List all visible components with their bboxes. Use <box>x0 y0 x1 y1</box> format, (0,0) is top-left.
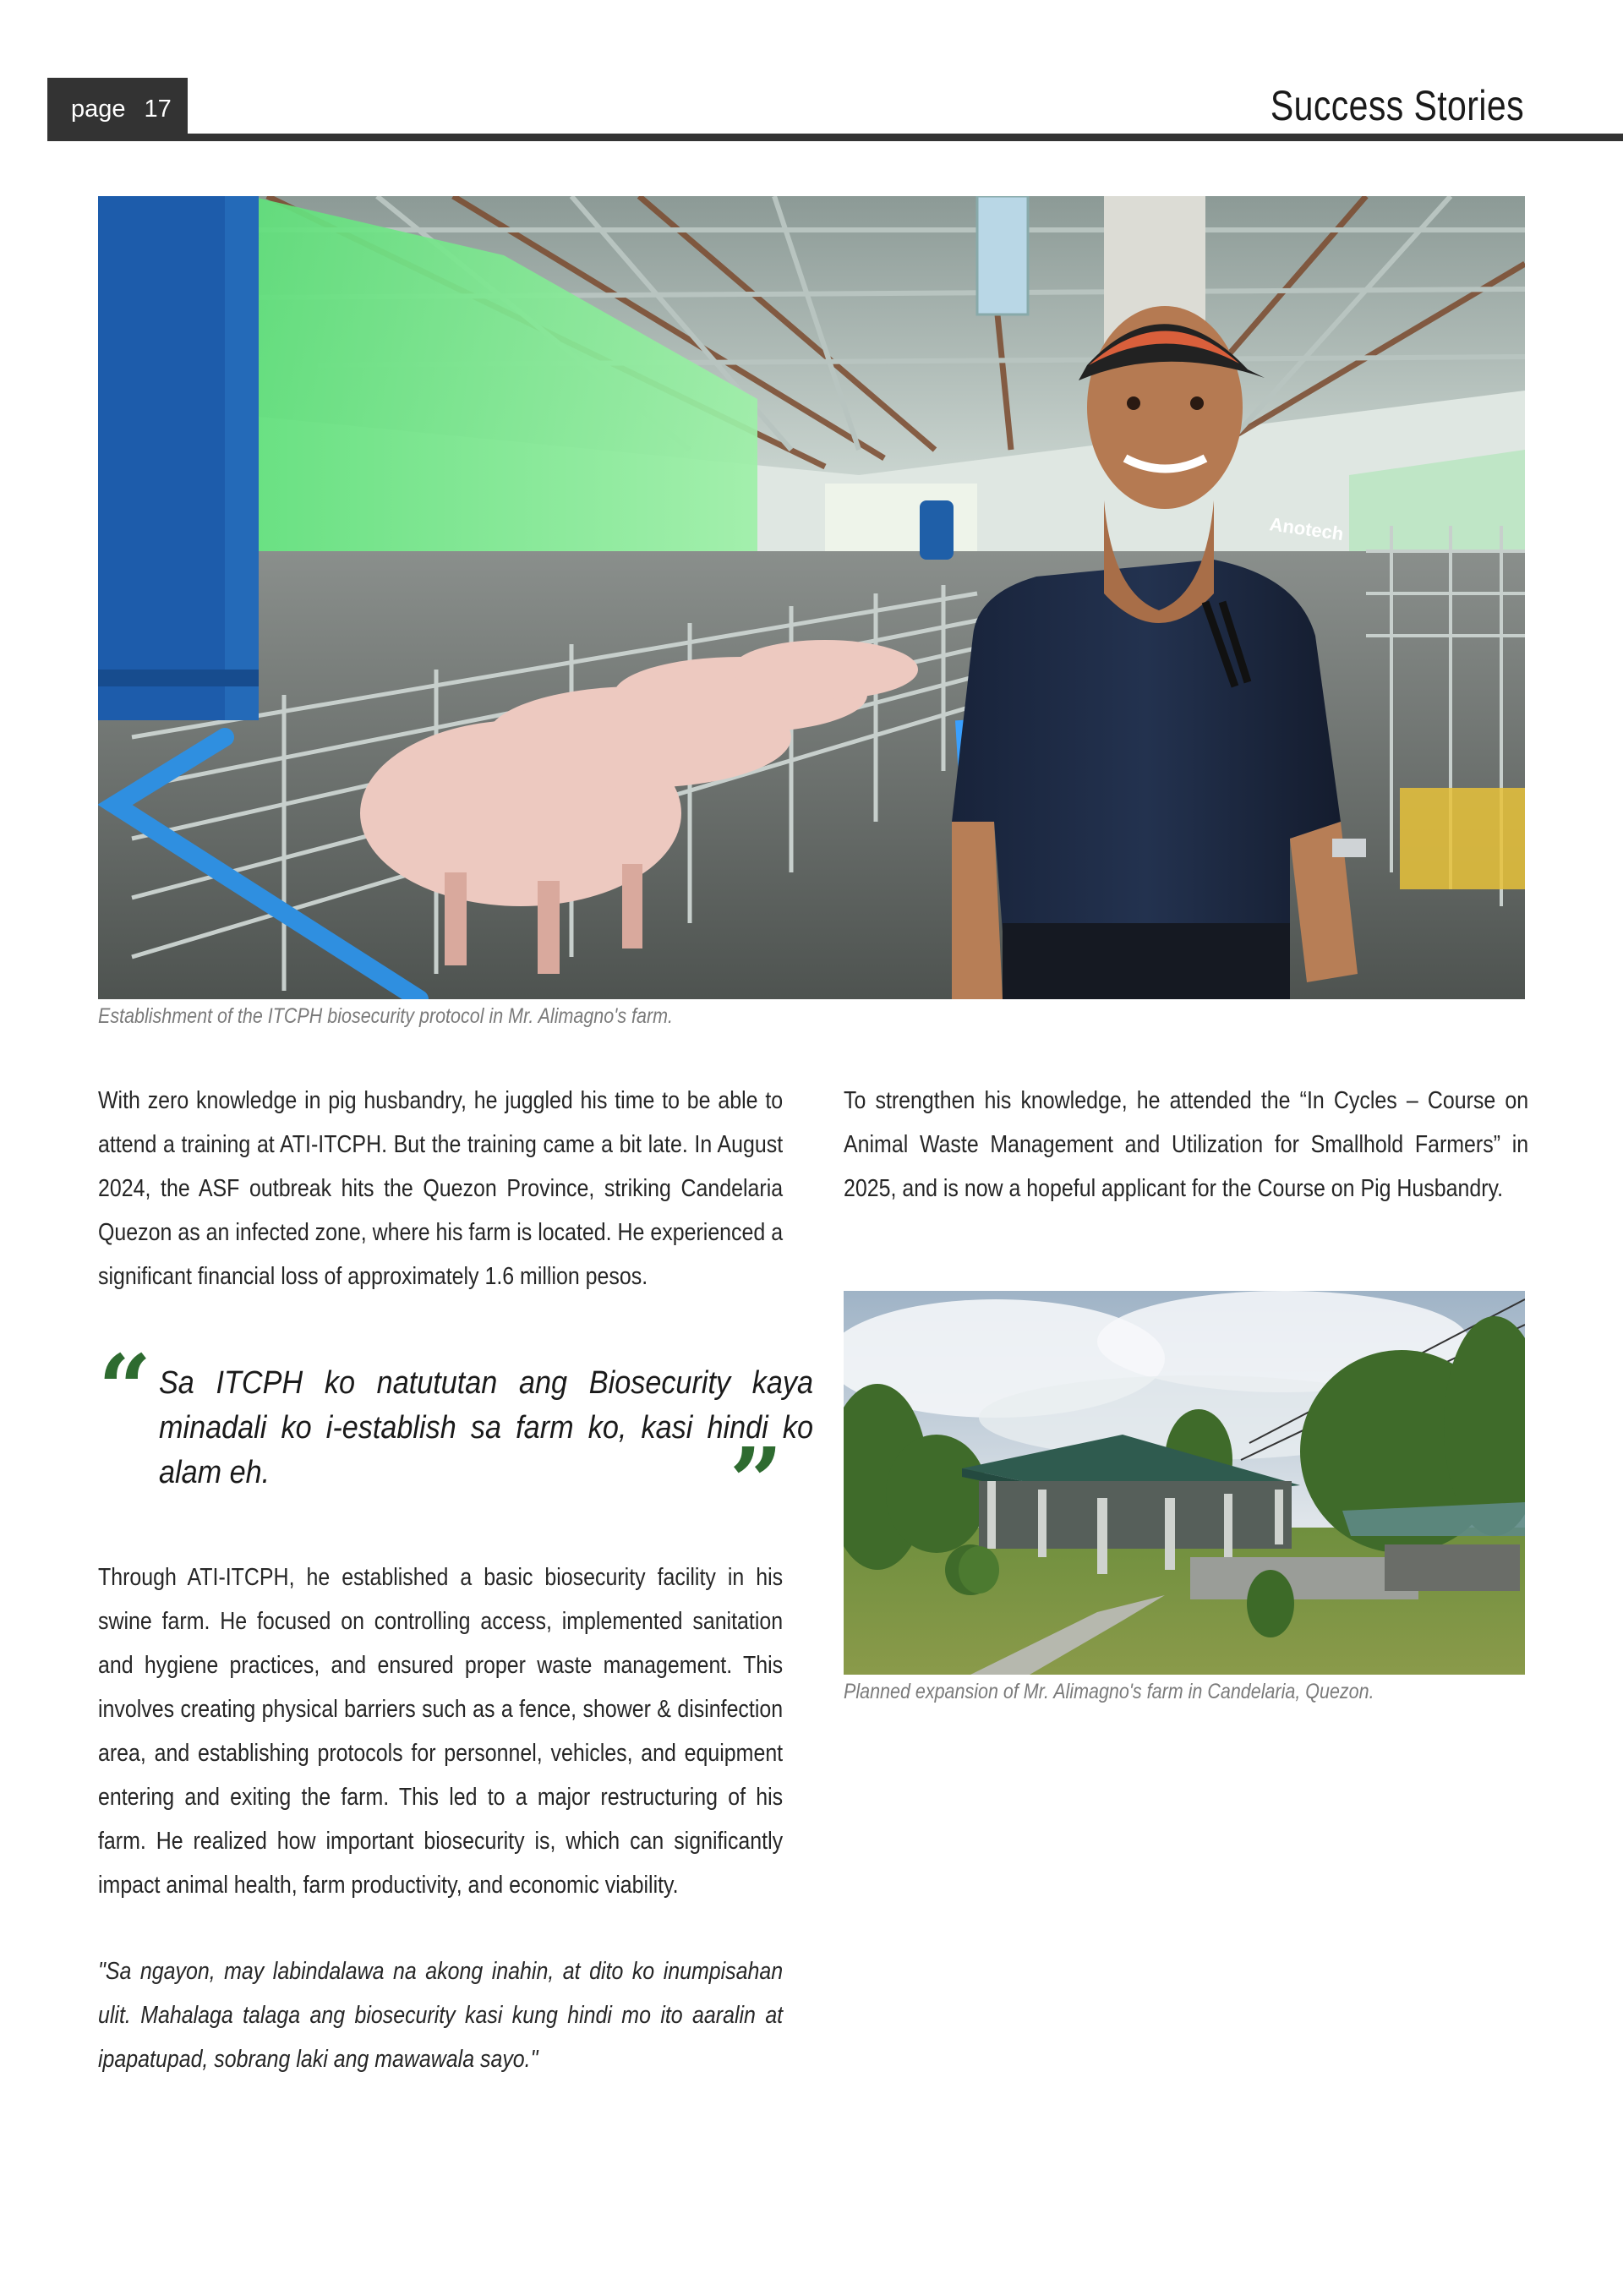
section-title: Success Stories <box>1270 82 1524 129</box>
pull-quote <box>98 1334 813 1536</box>
page-label: page <box>71 95 126 123</box>
page-number: 17 <box>144 95 172 123</box>
farm-interior-caption: Establishment of the ITCPH biosecurity protocol in Mr. Alimagno's farm. <box>98 1004 674 1028</box>
left-paragraph-2-text: Through ATI-ITCPH, he established a basic biosecurity facility in his swine farm. He focused on controlling access, implemented sanitation and hygiene practices, and ensured proper waste management. This involves creating physical barriers such as a fence, shower & disinfection area, and establishing protocols for personnel, vehicles, and equipment entering and exiting the farm. This led to a major restructuring of his farm. He realized how important biosecurity is, which can significantly impact animal health, farm productivity, and economic viability. <box>98 1564 784 1899</box>
left-paragraph-1 <box>98 1079 783 1298</box>
left-paragraph-2 <box>98 1555 783 1907</box>
farm-expansion-photo <box>844 1291 1525 1675</box>
farm-expansion-caption: Planned expansion of Mr. Alimagno's farm in Candelaria, Quezon. <box>844 1680 1374 1703</box>
left-paragraph-1-text: With zero knowledge in pig husbandry, he juggled his time to be able to attend a training at ATI-ITCPH. But the training came a bit late. In August 2024, the ASF outbreak hits the Quezon Province, striking Candelaria Quezon as an infected zone, where his farm is located. He experienced a significant financial loss of approximately 1.6 million pesos. <box>98 1087 784 1290</box>
page-number-tab <box>47 78 188 140</box>
right-paragraph-1-text: To strengthen his knowledge, he attended the “In Cycles – Course on Animal Waste Management and Utilization for Smallhold Farmers” in 2025, and is now a hopeful applicant for the Course on Pig Husbandry. <box>844 1087 1529 1202</box>
open-quote-mark: “ <box>98 1334 152 1443</box>
farm-interior-photo <box>98 196 1525 999</box>
close-quote-mark: ” <box>729 1427 783 1536</box>
shirt-logo-text: Anotech <box>1268 513 1345 545</box>
closing-quote <box>98 1949 783 2081</box>
right-paragraph-1 <box>844 1079 1528 1211</box>
header-rule <box>47 134 1623 141</box>
closing-quote-text: "Sa ngayon, may labindalawa na akong inahin, at dito ko inumpisahan ulit. Mahalaga talaga ang biosecurity kasi kung hindi mo ito aaralin at ipapatupad, sobrang laki ang mawawala sayo." <box>98 1958 784 2073</box>
pull-quote-text: Sa ITCPH ko natututan ang Biosecurity kaya minadali ko i-establish sa farm ko, kasi hindi ko alam eh. <box>159 1365 813 1490</box>
